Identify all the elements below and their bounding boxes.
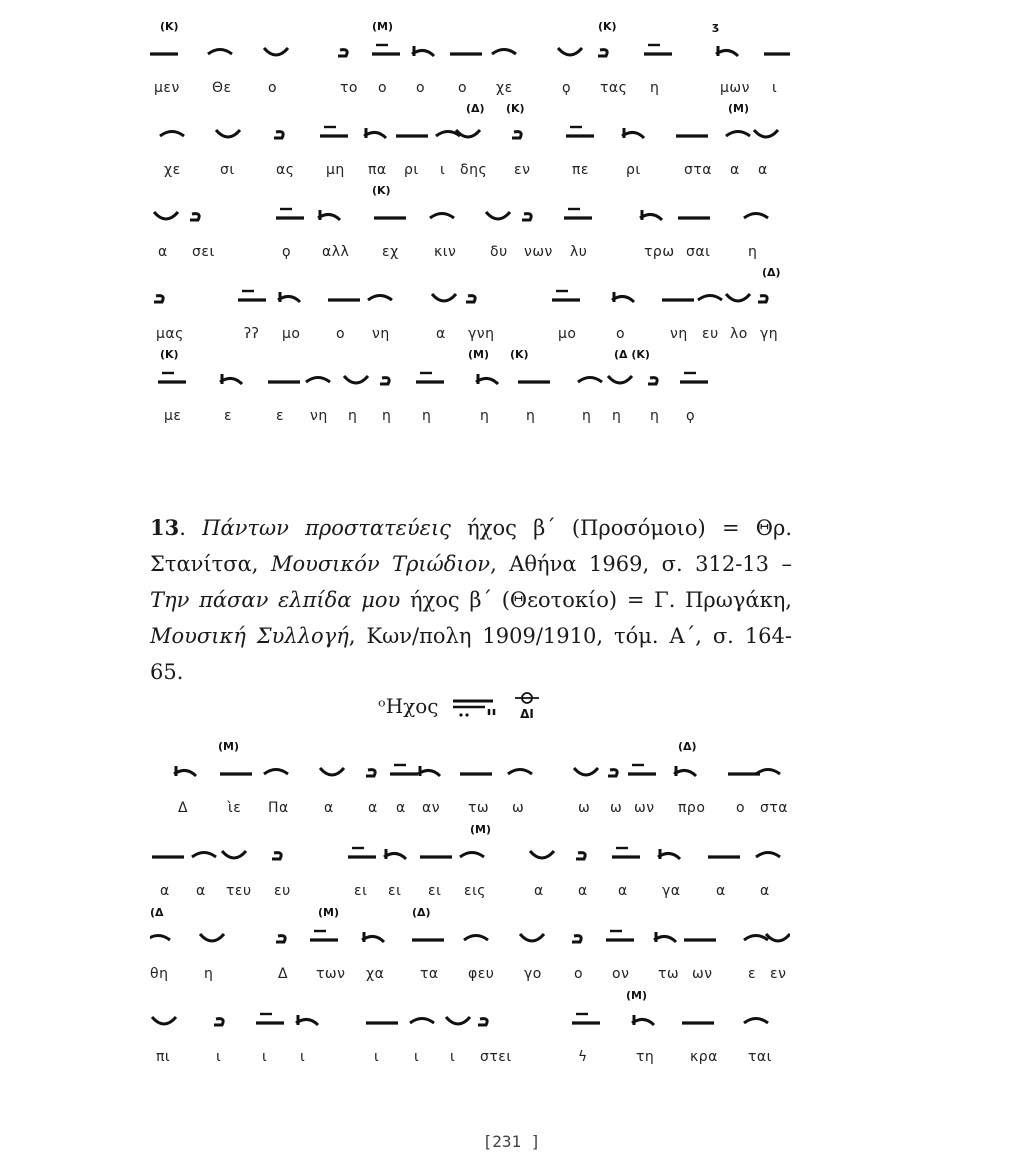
neume-row xyxy=(150,987,790,1049)
lyric-syllable: Δ xyxy=(178,800,189,816)
neume-glyph xyxy=(508,770,532,775)
lyric-syllable: των xyxy=(316,966,346,982)
lyric-syllable: αλλ xyxy=(322,244,350,260)
neume-glyph xyxy=(174,766,196,776)
lyric-syllable: ο xyxy=(574,966,584,982)
staff-line xyxy=(150,904,790,987)
neume-glyph xyxy=(726,132,750,137)
neume-glyph xyxy=(648,378,657,384)
neume-glyph xyxy=(412,46,434,56)
neume-glyph xyxy=(478,1019,487,1025)
caption-text-1: ήχος β΄ (Προσόμοιο) = Θρ. Στανίτσα, xyxy=(150,516,792,576)
example-number: 13 xyxy=(150,515,180,540)
neume-glyph xyxy=(512,132,521,138)
lyric-syllable: εχ xyxy=(382,244,399,260)
lyric-syllable: ε xyxy=(748,966,757,982)
lyric-syllable: τη xyxy=(636,1049,655,1065)
neume-glyph xyxy=(572,936,581,942)
neume-glyph xyxy=(154,296,163,302)
neume-glyph xyxy=(152,1017,176,1024)
neume-glyph xyxy=(216,130,240,137)
lyric-syllable: α xyxy=(196,883,206,899)
neume-glyph xyxy=(344,376,368,383)
staff-line xyxy=(150,987,790,1070)
neume-glyph xyxy=(362,932,384,942)
lyric-syllable: α xyxy=(716,883,726,899)
lyric-syllable: μας xyxy=(156,326,184,342)
lyric-syllable: σει xyxy=(192,244,215,260)
lyric-syllable: α xyxy=(618,883,628,899)
neume-glyph xyxy=(756,853,780,858)
lyric-syllable: ο xyxy=(378,80,388,96)
lyric-syllable: στει xyxy=(480,1049,512,1065)
lyric-syllable: χα xyxy=(366,966,385,982)
neume-glyph xyxy=(348,848,376,857)
lyric-syllable: η xyxy=(650,80,660,96)
neume-glyph xyxy=(432,294,456,301)
lyric-syllable: ω xyxy=(610,800,623,816)
lyric-syllable: χε xyxy=(496,80,513,96)
lyric-syllable: στα xyxy=(760,800,789,816)
lyric-syllable: ων xyxy=(692,966,713,982)
lyric-syllable: σι xyxy=(220,162,235,178)
neume-glyph xyxy=(460,853,484,858)
neume-glyph xyxy=(552,291,580,300)
lyric-syllable: ο xyxy=(736,800,746,816)
lyric-syllable: ευ xyxy=(274,883,291,899)
fthora-sign-icon xyxy=(509,690,545,722)
lyric-syllable: ι xyxy=(374,1049,380,1065)
hymn-title-1: Πάντων προστατεύεις xyxy=(202,516,451,540)
neume-glyph xyxy=(150,936,170,941)
neume-glyph xyxy=(390,765,418,774)
lyric-syllable: η xyxy=(582,408,592,424)
neume-row-graphic xyxy=(150,264,790,326)
lyric-syllable: ι xyxy=(450,1049,456,1065)
neume-glyph xyxy=(576,853,585,859)
lyric-syllable: θη xyxy=(150,966,169,982)
lyric-syllable: η xyxy=(382,408,392,424)
lyric-syllable: ι xyxy=(440,162,446,178)
neume-glyph xyxy=(418,766,440,776)
lyric-syllable: ε xyxy=(224,408,233,424)
neume-glyph xyxy=(276,209,304,218)
lyric-syllable: ευ xyxy=(702,326,719,342)
neume-glyph xyxy=(466,296,475,302)
lyric-syllable: ϙ xyxy=(282,244,292,260)
echos-label: ᵒΗχος xyxy=(378,694,439,718)
neume-glyph xyxy=(446,1017,470,1024)
voice-part-marker: (Δ) xyxy=(762,266,781,279)
neume-glyph xyxy=(274,132,283,138)
neume-glyph xyxy=(520,934,544,941)
neume-glyph xyxy=(296,1015,318,1025)
lyric-syllable: τα xyxy=(420,966,439,982)
neume-glyph xyxy=(640,210,662,220)
lyric-syllable: ο xyxy=(616,326,626,342)
lyric-syllable: νη xyxy=(310,408,328,424)
lyric-syllable: τω xyxy=(658,966,680,982)
lyric-syllable: τας xyxy=(600,80,628,96)
neume-glyph xyxy=(256,1014,284,1023)
neume-glyph xyxy=(716,46,738,56)
neume-glyph xyxy=(744,1019,768,1024)
voice-part-marker: (Μ) xyxy=(468,348,490,361)
neume-glyph xyxy=(368,296,392,301)
lyric-syllable: γα xyxy=(662,883,681,899)
neume-glyph xyxy=(214,1019,223,1025)
neume-glyph xyxy=(608,376,632,383)
lyric-syllable: μο xyxy=(558,326,577,342)
page-number: [231 ] xyxy=(482,1132,541,1151)
lyric-syllable: εις xyxy=(464,883,487,899)
lyric-syllable: ω xyxy=(578,800,591,816)
neume-glyph xyxy=(522,214,531,220)
neume-glyph xyxy=(606,931,634,940)
voice-part-marker: (Κ) xyxy=(160,20,179,33)
lyric-syllable: α xyxy=(368,800,378,816)
neume-glyph xyxy=(366,770,375,776)
neume-glyph xyxy=(756,770,780,775)
lyric-syllable: λυ xyxy=(570,244,588,260)
lyric-syllable: δης xyxy=(460,162,488,178)
lyric-syllable: νων xyxy=(524,244,553,260)
neume-glyph xyxy=(318,210,340,220)
lyric-syllable: ϙ xyxy=(686,408,696,424)
neume-glyph xyxy=(658,849,680,859)
voice-part-marker: (Μ) xyxy=(470,823,492,836)
staff-line xyxy=(150,738,790,821)
lyric-syllable: εν xyxy=(770,966,787,982)
echos-header xyxy=(378,688,545,724)
neume-glyph xyxy=(674,766,696,776)
lyric-syllable: ων xyxy=(634,800,655,816)
neume-glyph xyxy=(278,292,300,302)
voice-part-marker: (Μ) xyxy=(218,740,240,753)
voice-part-marker: (Μ) xyxy=(626,989,648,1002)
voice-part-marker: (Δ) xyxy=(466,102,485,115)
neume-glyph xyxy=(766,934,790,941)
lyric-syllable: α xyxy=(160,883,170,899)
neume-glyph xyxy=(384,849,406,859)
staff-line xyxy=(150,100,790,182)
lyric-syllable: ϟ xyxy=(578,1049,588,1065)
neume-glyph xyxy=(566,127,594,136)
lyric-syllable: πα xyxy=(368,162,387,178)
lyric-syllable: προ xyxy=(678,800,706,816)
lyric-syllable: α xyxy=(534,883,544,899)
lyric-syllable: ι xyxy=(216,1049,222,1065)
voice-part-marker: (Κ) xyxy=(510,348,529,361)
lyric-syllable: η xyxy=(526,408,536,424)
neume-glyph xyxy=(644,45,672,54)
neume-glyph xyxy=(680,373,708,382)
lyric-syllable: α xyxy=(436,326,446,342)
staff-line xyxy=(150,264,790,346)
lyric-syllable: ει xyxy=(354,883,368,899)
lyric-syllable: ει xyxy=(388,883,402,899)
lyric-syllable: Δ xyxy=(278,966,289,982)
neume-glyph xyxy=(320,127,348,136)
neume-glyph xyxy=(338,50,347,56)
neume-glyph xyxy=(632,1015,654,1025)
lyric-syllable: ϙ xyxy=(562,80,572,96)
neume-glyph xyxy=(264,48,288,55)
neume-glyph xyxy=(698,296,722,301)
voice-part-marker: (Δ xyxy=(150,906,164,919)
echos-sign-text: ΔΙ xyxy=(519,707,534,721)
neume-glyph xyxy=(476,374,498,384)
lyric-syllable: τρω xyxy=(644,244,675,260)
lyric-syllable: α xyxy=(760,883,770,899)
voice-part-marker: (Μ) xyxy=(318,906,340,919)
neume-glyph xyxy=(464,936,488,941)
neume-row xyxy=(150,904,790,966)
lyric-syllable: ρι xyxy=(626,162,641,178)
lyric-syllable: αν xyxy=(422,800,441,816)
lyric-syllable: α xyxy=(324,800,334,816)
voice-part-marker: ʒ xyxy=(712,20,720,33)
lyric-syllable: η xyxy=(348,408,358,424)
lyric-syllable: ι xyxy=(772,80,778,96)
lyric-syllable: ο xyxy=(268,80,278,96)
lyric-syllable: μη xyxy=(326,162,345,178)
lyric-syllable: λο xyxy=(730,326,748,342)
lyric-syllable: Πα xyxy=(268,800,289,816)
lyric-syllable: ι xyxy=(262,1049,268,1065)
lyric-syllable: α xyxy=(730,162,740,178)
lyric-syllable: φευ xyxy=(468,966,495,982)
lyric-syllable: τευ xyxy=(226,883,252,899)
voice-part-marker: (Δ) xyxy=(412,906,431,919)
caption-text-2: , Αθήνα 1969, σ. 312-13 – xyxy=(490,552,792,576)
lyric-syllable: χε xyxy=(164,162,181,178)
staff-line xyxy=(150,18,790,100)
neume-glyph xyxy=(622,128,644,138)
musical-example-caption: 13. Πάντων προστατεύεις ήχος β΄ (Προσόμοιο) = Θρ. Στανίτσα, Μουσικόν Τριώδιον, Αθήνα 1969, σ. 312-13 – Την πάσαν ελπίδα μου ήχος β΄ (Θεοτοκίο) = Γ. Πρωγάκη, Μουσική Συλλογή, Κων/πολη 1909/1910, τόμ. Α΄, σ. 164-65. xyxy=(150,515,792,684)
voice-part-marker: (Μ) xyxy=(728,102,750,115)
lyric-syllable: μων xyxy=(720,80,750,96)
lyric-syllable: η xyxy=(480,408,490,424)
lyric-syllable: η xyxy=(422,408,432,424)
neume-glyph xyxy=(380,378,389,384)
neume-glyph xyxy=(608,770,617,776)
lyric-syllable: ο xyxy=(336,326,346,342)
music-score-top xyxy=(150,18,790,428)
neume-glyph xyxy=(758,296,767,302)
lyric-syllable: μεν xyxy=(154,80,180,96)
lyric-syllable: γη xyxy=(760,326,779,342)
neume-glyph xyxy=(160,132,184,137)
neume-glyph xyxy=(572,1014,600,1023)
neume-glyph xyxy=(744,214,768,219)
lyric-syllable: ι xyxy=(300,1049,306,1065)
lyric-syllable: ε xyxy=(276,408,285,424)
caption-text-3: ήχος β΄ (Θεοτοκίο) = Γ. Πρωγάκη, xyxy=(400,588,792,612)
neume-glyph xyxy=(200,934,224,941)
voice-part-marker: (Κ) xyxy=(598,20,617,33)
neume-glyph xyxy=(190,214,199,220)
neume-glyph xyxy=(754,130,778,137)
music-score-bottom xyxy=(150,738,790,1070)
lyric-syllable: το xyxy=(340,80,358,96)
lyric-syllable: δυ xyxy=(490,244,508,260)
neume-glyph xyxy=(628,765,656,774)
neume-glyph xyxy=(416,373,444,382)
voice-part-marker: (Δ (Κ) xyxy=(614,348,650,361)
voice-part-marker: (Μ) xyxy=(372,20,394,33)
neume-glyph xyxy=(264,770,288,775)
lyric-syllable: τω xyxy=(468,800,490,816)
lyric-syllable: πι xyxy=(156,1049,171,1065)
lyric-syllable: κιν xyxy=(434,244,457,260)
neume-glyph xyxy=(154,212,178,219)
neume-row xyxy=(150,182,790,244)
lyric-syllable: σαι xyxy=(686,244,711,260)
lyric-syllable: ει xyxy=(428,883,442,899)
neume-glyph xyxy=(222,851,246,858)
neume-glyph xyxy=(272,853,281,859)
neume-glyph xyxy=(310,931,338,940)
voice-part-marker: (Κ) xyxy=(372,184,391,197)
neume-row-graphic xyxy=(150,904,790,966)
neume-glyph xyxy=(320,768,344,775)
neume-glyph xyxy=(220,374,242,384)
neume-glyph xyxy=(410,1019,434,1024)
neume-glyph xyxy=(558,48,582,55)
lyric-syllable: α xyxy=(396,800,406,816)
neume-glyph xyxy=(530,851,554,858)
neume-glyph xyxy=(612,292,634,302)
lyric-syllable: η xyxy=(748,244,758,260)
book-title-2: Μουσική Συλλογή xyxy=(150,624,349,648)
neume-glyph xyxy=(612,848,640,857)
neume-glyph xyxy=(486,212,510,219)
lyric-syllable: ʔʔ xyxy=(244,326,260,342)
lyric-syllable: α xyxy=(578,883,588,899)
lyric-syllable: στα xyxy=(684,162,713,178)
neume-glyph xyxy=(238,291,266,300)
neume-glyph xyxy=(726,294,750,301)
lyric-syllable: ον xyxy=(612,966,630,982)
lyric-syllable: α xyxy=(158,244,168,260)
lyric-syllable: ὶε xyxy=(228,800,242,816)
martyria-neume-icon xyxy=(449,691,499,721)
neume-glyph xyxy=(492,50,516,55)
neume-glyph xyxy=(208,50,232,55)
neume-glyph xyxy=(598,50,607,56)
voice-part-marker: (Κ) xyxy=(506,102,525,115)
book-title-1: Μουσικόν Τριώδιον xyxy=(270,552,491,576)
lyric-syllable: ρι xyxy=(404,162,419,178)
voice-part-marker: (Δ) xyxy=(678,740,697,753)
voice-part-marker: (Κ) xyxy=(160,348,179,361)
neume-glyph xyxy=(158,373,186,382)
lyric-syllable: ι xyxy=(414,1049,420,1065)
neume-glyph xyxy=(430,214,454,219)
lyric-syllable: μο xyxy=(282,326,301,342)
lyric-syllable: ο xyxy=(458,80,468,96)
neume-glyph xyxy=(306,378,330,383)
lyric-syllable: πε xyxy=(572,162,589,178)
lyric-syllable: ας xyxy=(276,162,295,178)
lyric-syllable: α xyxy=(758,162,768,178)
neume-glyph xyxy=(276,936,285,942)
lyric-syllable: κρα xyxy=(690,1049,718,1065)
lyric-syllable: γο xyxy=(524,966,542,982)
neume-row-graphic xyxy=(150,987,790,1049)
neume-glyph xyxy=(564,209,592,218)
neume-row xyxy=(150,18,790,80)
neume-glyph xyxy=(372,45,400,54)
neume-glyph xyxy=(744,936,768,941)
neume-row xyxy=(150,264,790,326)
lyric-syllable: νη xyxy=(372,326,390,342)
lyric-syllable: η xyxy=(612,408,622,424)
neume-glyph xyxy=(192,853,216,858)
lyric-syllable: ο xyxy=(416,80,426,96)
lyric-syllable: η xyxy=(204,966,214,982)
lyric-syllable: ω xyxy=(512,800,525,816)
lyric-syllable: Θε xyxy=(212,80,232,96)
hymn-title-2: Την πάσαν ελπίδα μου xyxy=(150,588,401,612)
neume-row-graphic xyxy=(150,182,790,244)
staff-line xyxy=(150,346,790,428)
neume-glyph xyxy=(364,128,386,138)
lyric-syllable: γνη xyxy=(468,326,495,342)
neume-glyph xyxy=(654,932,676,942)
lyric-syllable: νη xyxy=(670,326,688,342)
caption-text-4: , Κων/πολη 1909/1910, τόμ. Α΄, σ. 164-65. xyxy=(150,624,792,684)
neume-row-graphic xyxy=(150,18,790,80)
lyric-syllable: εν xyxy=(514,162,531,178)
lyric-syllable: ται xyxy=(748,1049,772,1065)
staff-line xyxy=(150,182,790,264)
neume-glyph xyxy=(574,768,598,775)
lyric-syllable: η xyxy=(650,408,660,424)
lyric-syllable: με xyxy=(164,408,182,424)
neume-glyph xyxy=(578,378,602,383)
staff-line xyxy=(150,821,790,904)
